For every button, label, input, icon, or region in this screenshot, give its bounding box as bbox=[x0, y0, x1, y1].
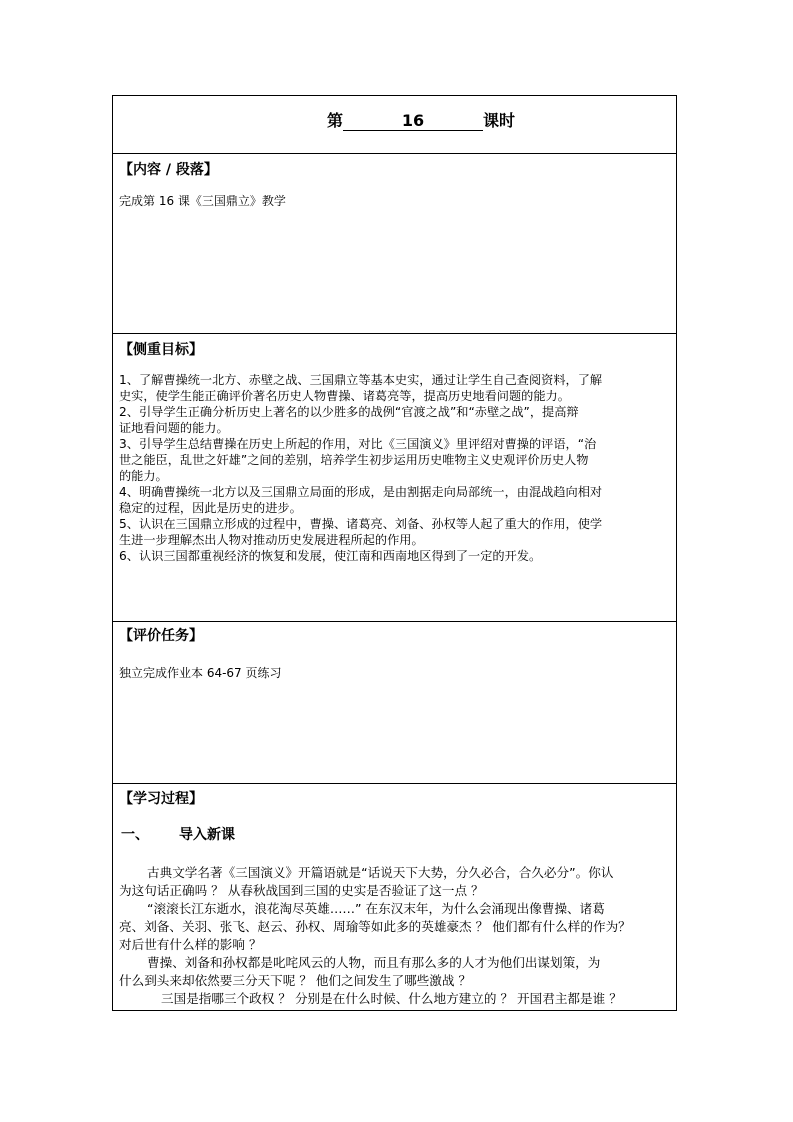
evaluation-text: 独立完成作业本 64-67 页练习 bbox=[119, 666, 282, 680]
goal-line: 证地看问题的能力。 bbox=[119, 421, 229, 435]
lesson-title-prefix: 第 bbox=[327, 111, 344, 130]
process-section bbox=[113, 784, 676, 1010]
evaluation-header: 【评价任务】 bbox=[119, 628, 203, 644]
goal-line: 的能力。 bbox=[119, 469, 168, 483]
goals-section bbox=[113, 334, 676, 622]
lesson-title-row bbox=[113, 96, 676, 154]
goal-line: 稳定的过程，因此是历史的进步。 bbox=[119, 501, 302, 515]
goal-line: 1、了解曹操统一北方、赤壁之战、三国鼎立等基本史实，通过让学生自己查阅资料，了解 bbox=[119, 373, 603, 387]
intro-paragraph-line: 什么到头来却依然要三分天下呢 ？ 他们之间发生了哪些激战 ？ bbox=[119, 973, 472, 988]
goal-line: 世之能臣，乱世之奸雄”之间的差别，培养学生初步运用历史唯物主义史观评价历史人物 bbox=[119, 453, 589, 467]
goal-line: 6、认识三国都重视经济的恢复和发展，使江南和西南地区得到了一定的开发。 bbox=[119, 549, 542, 563]
intro-paragraph-line: 对后世有什么样的影响 ？ bbox=[119, 937, 262, 952]
goal-line: 史实，使学生能正确评价著名历史人物曹操、诸葛亮等，提高历史地看问题的能力。 bbox=[119, 389, 570, 403]
goal-line: 生进一步理解杰出人物对推动历史发展进程所起的作用。 bbox=[119, 533, 424, 547]
intro-paragraph-line: 为这句话正确吗 ？ 从春秋战国到三国的史实是否验证了这一点 ？ bbox=[119, 883, 484, 898]
lesson-number: 16 bbox=[343, 112, 483, 131]
intro-title: 导入新课 bbox=[179, 827, 235, 843]
goal-line: 4、明确曹操统一北方以及三国鼎立局面的形成，是由割据走向局部统一，由混战趋向相对 bbox=[119, 485, 603, 499]
goal-line: 3、引导学生总结曹操在历史上所起的作用，对比《三国演义》里评绍对曹操的评语，“治 bbox=[119, 437, 597, 451]
lesson-plan-table bbox=[112, 95, 677, 1011]
content-section bbox=[113, 154, 676, 334]
intro-paragraph-line: 古典文学名著《三国演义》开篇语就是“话说天下大势，分久必合，合久必分”。你认 bbox=[147, 865, 614, 880]
evaluation-section bbox=[113, 622, 676, 784]
content-header: 【内容 / 段落】 bbox=[119, 162, 218, 178]
intro-paragraph-line: “滚滚长江东逝水，浪花淘尽英雄……” 在东汉末年，为什么会涌现出像曹操、诸葛 bbox=[147, 901, 605, 916]
goals-header: 【侧重目标】 bbox=[119, 342, 203, 358]
intro-heading bbox=[121, 824, 235, 844]
lesson-title bbox=[327, 108, 515, 131]
goal-line: 2、引导学生正确分析历史上著名的以少胜多的战例“官渡之战”和“赤壁之战”，提高辩 bbox=[119, 405, 579, 419]
lesson-title-suffix: 课时 bbox=[483, 111, 516, 130]
process-header: 【学习过程】 bbox=[119, 791, 203, 807]
goals-list bbox=[119, 372, 671, 564]
intro-number: 一、 bbox=[121, 827, 149, 843]
content-text: 完成第 16 课《三国鼎立》教学 bbox=[119, 194, 286, 208]
intro-paragraph-line: 亮、刘备、关羽、张飞、赵云、孙权、周瑜等如此多的英雄豪杰 ？ 他们都有什么样的作为？ bbox=[119, 919, 631, 934]
intro-paragraph-line: 三国是指哪三个政权 ？ 分别是在什么时候、什么地方建立的 ？ 开国君主都是谁 ？ bbox=[161, 991, 622, 1006]
intro-paragraph-line: 曹操、刘备和孙权都是叱咤风云的人物，而且有那么多的人才为他们出谋划策，为 bbox=[147, 955, 601, 970]
goal-line: 5、认识在三国鼎立形成的过程中，曹操、诸葛亮、刘备、孙权等人起了重大的作用，使学 bbox=[119, 517, 603, 531]
